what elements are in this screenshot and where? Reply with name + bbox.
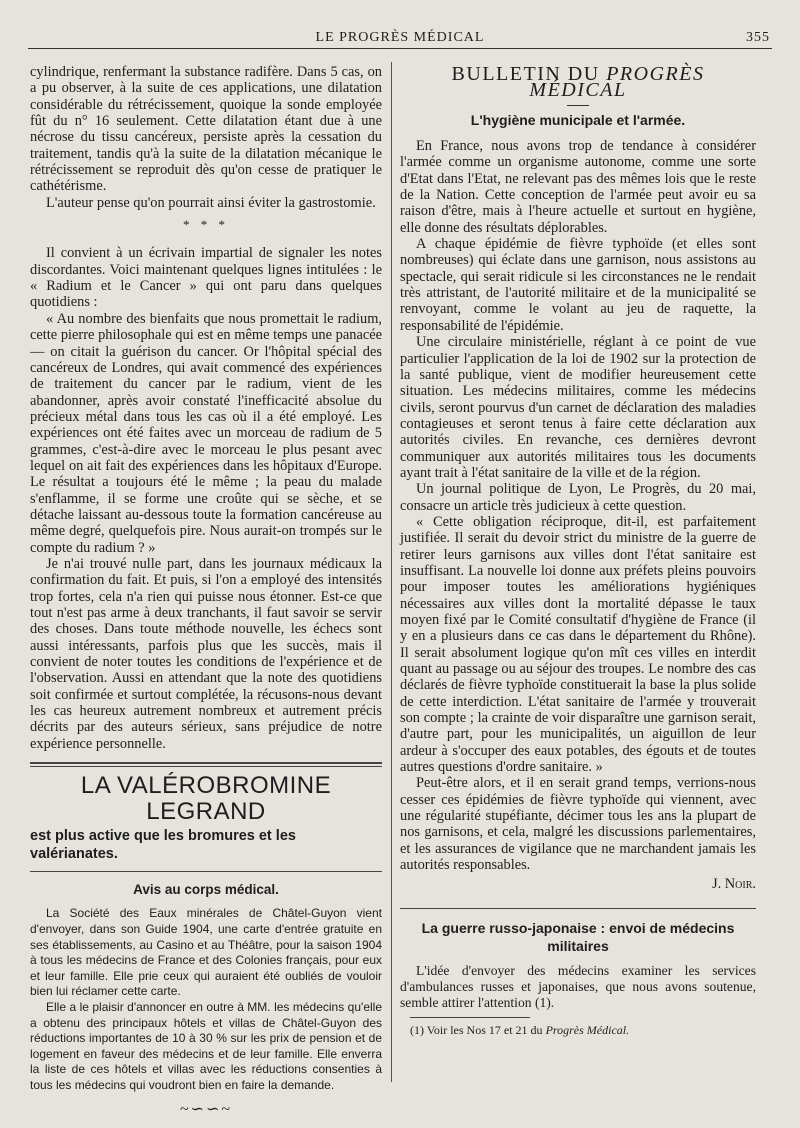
paragraph: Peut-être alors, et il en serait grand temps, verrions-nous cesser ces épidémies de fièvre typhoïde qui viennent, avec une régularité stupéfiante, décimer tous les ans la plupart de nos garnisons, et cela, malgré les discussions parlementaires, et les assurances de vigilance que ne marchandent jamais les autorités responsables. xyxy=(400,775,756,874)
notice-paragraph: La Société des Eaux minérales de Châtel-Guyon vient d'envoyer, dans son Guide 1904, une carte d'entrée gratuite en ses établissements, au Casino et au Théâtre, pour la saison 1904 à tous les médecins de France et des Colonies français, pour eux et leur famille. Elle prie ceux qui auraient été oubliés de vouloir bien lui réclamer cette carte. xyxy=(30,906,382,999)
paragraph: L'auteur pense qu'on pourrait ainsi éviter la gastrostomie. xyxy=(46,194,376,211)
footnote xyxy=(400,1022,756,1038)
running-header xyxy=(28,26,772,49)
bulletin-heading xyxy=(400,63,756,102)
paragraph: A chaque épidémie de fièvre typhoïde (et elles sont nombreuses) qui éclate dans une garnison, nous assistons au spectacle, qui serait ridicule si les circonstances ne le rendait très attristant, de l'autorité militaire et de la municipalité se renvoyant, comme le volant au jeu de raquette, la responsabilité de l'épidémie. xyxy=(400,236,756,334)
paragraph: cylindrique, renfermant la substance radifère. Dans 5 cas, on a pu observer, à la suite de ces applications, une dilatation considérable du rétrécissement, quoique la sonde employée fût du n° 16 seulement. Cette dilatation étant due à une nécrose du tissu cancéreux, persiste après la cessation du traitement, tandis qu'à la suite de la dilatation mécanique le rétrécissement se reproduit dès qu'on cesse de pratiquer le cathétérisme. xyxy=(30,64,382,195)
journal-title: LE PROGRÈS MÉDICAL xyxy=(315,30,485,45)
section-title: La guerre russo-japonaise : envoi de médecins militaires xyxy=(421,919,735,954)
paragraph: Il convient à un écrivain impartial de signaler les notes discordantes. Voici maintenant quelques lignes intitulées : le « Radium et le Cancer » qui ont paru dans quelques quotidiens : xyxy=(30,245,382,311)
section-stars: * * * xyxy=(183,217,229,233)
author-signature: J. Noir. xyxy=(711,875,756,892)
flourish-ornament: ~∽∽~ xyxy=(179,1100,233,1118)
section-rule xyxy=(400,908,756,909)
paragraph: Je n'ai trouvé nulle part, dans les journaux médicaux la confirmation du fait. Et puis, si l'on a employé des intensités trop fortes, cela n'a rien qui puisse nous étonner. Est-ce que tout n'est pas arme à deux tranchants, il faut savoir se servir des choses. Dans toute méthode nouvelle, les échecs sont aussi intéressants, parfois plus que les succès, mais il convient de noter toutes les conditions de l'expérience et de l'observation. Aussi en attendant que la note des quotidiens soit confirmée et surtout complétée, la récusons-nous devant les cas heureux autrement nombreux et autrement précis décrits par des auteurs sérieux, sans préjudice de notre expérience personnelle. xyxy=(30,555,382,752)
paragraph: Un journal politique de Lyon, Le Progrès, du 20 mai, consacre un article très judicieux à cette question. xyxy=(400,481,756,514)
notice-box xyxy=(30,871,382,1118)
footnote-text: (1) Voir les Nos 17 et 21 du xyxy=(410,1022,546,1037)
notice-paragraph: Elle a le plaisir d'annoncer en outre à MM. les médecins qu'elle a obtenu des principaux hôtels et villas de Châtel-Guyon des réductions importantes de 10 à 30 % sur les prix de pension et de logement en faveur des médecins et de leur famille. Elle enverra la liste de ces hôtels et villas avec les réductions consenties à tous les médecins qui voudront bien en faire la demande. xyxy=(30,1000,382,1092)
quoted-paragraph: « Au nombre des bienfaits que nous promettait le radium, cette pierre philosophale qui est en même temps une panacée — on citait la guérison du cancer. Or l'hôpital spécial des cancéreux de Londres, qui avait commencé des expériences de traitement du cancer par le radium, vient de les abandonner, après avoir constaté l'inefficacité absolue du précieux métal dans tous les cas où il a été employé. Les expériences ont été faites avec un morceau de radium de 5 grammes, c'est-à-dire avec le morceau le plus pesant avec lequel on ait fait des expériences dans les hôpitaux d'Europe. Le résultat a toujours été le même ; la peau du malade s'enflamme, il se forme une croûte qui se sèche, et se détache laissant au-dessous toute la formation cancéreuse au même degré, quelquefois pire. Nous aurait-on trompés sur le compte du radium ? » xyxy=(30,310,382,556)
advertisement-title: LA VALÉROBROMINE LEGRAND xyxy=(80,772,332,826)
section-title: L'hygiène municipale et l'armée. xyxy=(470,111,686,128)
quoted-paragraph: « Cette obligation réciproque, dit-il, est parfaitement justifiée. Il serait du devoir strict du ministre de la guerre de retirer leurs garnisons aux villes dont l'état sanitaire est insuffisant. La nouvelle loi donne aux préfets pleins pouvoirs pour imposer toutes les améliorations hygiéniques nécessaires aux villes dont la mortalité dépasse le taux moyen fixé par le Comité consultatif d'hygiène de France (il y en a plusieurs dans ce cas dans le département du Rhône). Il serait absolument logique qu'on mît ces villes en interdit quant au passage ou au séjour des troupes. Le nombre des cas déclarés de fièvre typhoïde constituerait la base la plus solide de cette interdiction. L'état sanitaire de l'armée y trouverait son compte ; la crainte de voir disparaître une garnison serait, d'autre part, pour les municipalités, un aiguillon de leur ardeur à s'occuper des eaux potables, des égouts et de toutes autres questions d'ordre sanitaire. » xyxy=(400,513,756,776)
paragraph: Une circulaire ministérielle, réglant à ce point de vue particulier l'application de la loi de 1902 sur la protection de la santé publique, vient de modifier heureusement cette situation. Les médecins militaires, comme les médecins civils, seront pourvus d'un carnet de déclaration des maladies contagieuses et seront tenus à faire cette déclaration aux autorités civiles. En revanche, ces dernières devront communiquer aux autorités militaires tous les documents ayant trait à l'état sanitaire de la ville et de la région. xyxy=(400,334,756,481)
section-body xyxy=(400,963,756,1011)
advertisement-subtitle: est plus active que les bromures et les valérianates. xyxy=(30,828,296,863)
notice-title: Avis au corps médical. xyxy=(133,882,279,898)
paragraph: En France, nous avons trop de tendance à considérer l'armée comme un organisme autonome, comme une sorte d'Etat dans l'Etat, ne relevant pas des mêmes lois que le reste de la Nation. Cette conception de l'armée peut avoir eu sa raison d'être, mais à l'heure actuelle et surtout en hygiène, elle donne des résultats déplorables. xyxy=(400,138,756,236)
bulletin-heading-italic: PROGRÈS MÉDICAL xyxy=(529,63,705,102)
footnote-rule xyxy=(410,1017,530,1018)
column-divider xyxy=(391,62,392,1082)
footnote-italic: Progrès Médical. xyxy=(545,1022,630,1037)
page-number: 355 xyxy=(746,30,770,45)
short-separator xyxy=(567,105,589,106)
right-column xyxy=(400,64,756,1104)
bulletin-heading-plain: BULLETIN DU xyxy=(451,63,607,85)
double-rule xyxy=(30,762,382,767)
paragraph: L'idée d'envoyer des médecins examiner les services d'ambulances russes et japonaises, que nous avons soutenue, semble attirer l'attention (1). xyxy=(400,962,756,1010)
left-column xyxy=(30,64,382,1118)
